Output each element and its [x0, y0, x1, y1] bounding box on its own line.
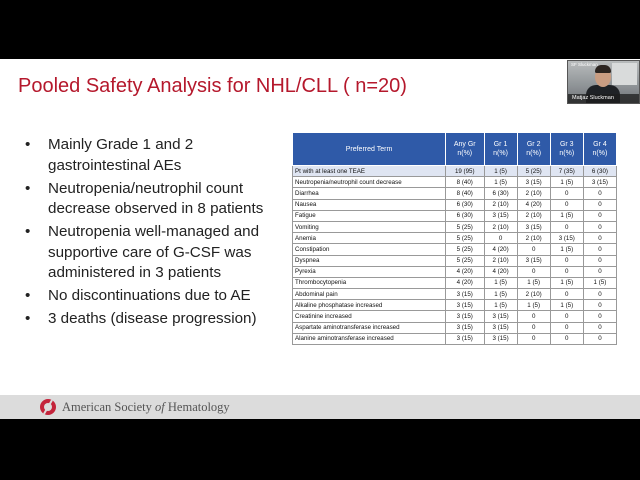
table-row	[293, 210, 617, 221]
value-cell: 3 (15)	[517, 255, 550, 266]
table-row	[293, 188, 617, 199]
table-row	[293, 244, 617, 255]
value-cell: 3 (15)	[550, 233, 583, 244]
value-cell: 0	[583, 221, 616, 232]
table-row	[293, 277, 617, 288]
value-cell: 19 (95)	[446, 166, 485, 177]
bullet-text: Neutropenia/neutrophil count decrease observed in 8 patients	[48, 179, 264, 217]
value-cell: 0	[583, 311, 616, 322]
value-cell: 8 (40)	[446, 177, 485, 188]
value-cell: 6 (30)	[446, 210, 485, 221]
value-cell: 0	[583, 333, 616, 344]
header-grade-column: Any Gr n(%)	[446, 133, 485, 166]
value-cell: 3 (15)	[446, 289, 485, 300]
table-row	[293, 311, 617, 322]
value-cell: 3 (15)	[446, 311, 485, 322]
value-cell: 0	[517, 311, 550, 322]
term-cell: Pt with at least one TEAE	[293, 166, 446, 177]
value-cell: 0	[550, 199, 583, 210]
term-cell: Constipation	[293, 244, 446, 255]
value-cell: 0	[550, 311, 583, 322]
term-cell: Diarrhea	[293, 188, 446, 199]
value-cell: 1 (5)	[517, 277, 550, 288]
value-cell: 2 (10)	[484, 199, 517, 210]
value-cell: 2 (10)	[484, 221, 517, 232]
value-cell: 1 (5)	[550, 277, 583, 288]
value-cell: 0	[550, 255, 583, 266]
term-cell: Pyrexia	[293, 266, 446, 277]
value-cell: 6 (30)	[446, 199, 485, 210]
term-cell: Abdominal pain	[293, 289, 446, 300]
value-cell: 5 (25)	[446, 244, 485, 255]
value-cell: 6 (30)	[484, 188, 517, 199]
table-row	[293, 221, 617, 232]
value-cell: 4 (20)	[446, 266, 485, 277]
value-cell: 1 (5)	[484, 289, 517, 300]
slide-title: Pooled Safety Analysis for NHL/CLL ( n=20)	[18, 75, 407, 97]
value-cell: 4 (20)	[484, 266, 517, 277]
value-cell: 3 (15)	[517, 221, 550, 232]
value-cell: 0	[517, 244, 550, 255]
value-cell: 5 (25)	[446, 255, 485, 266]
term-cell: Anemia	[293, 233, 446, 244]
video-letterbox-bottom	[0, 419, 640, 480]
value-cell: 3 (15)	[484, 210, 517, 221]
term-cell: Fatigue	[293, 210, 446, 221]
bullet-item	[25, 179, 283, 220]
value-cell: 3 (15)	[517, 177, 550, 188]
value-cell: 0	[583, 289, 616, 300]
bullet-text: Neutropenia well-managed and supportive care of G-CSF was administered in 3 patients	[48, 223, 260, 281]
presenter-name: Matjaz Sluckman	[568, 94, 639, 103]
value-cell: 8 (40)	[446, 188, 485, 199]
value-cell: 3 (15)	[583, 177, 616, 188]
webcam-tag: SF Sluckman	[571, 62, 598, 67]
adverse-events-table	[292, 132, 617, 345]
presentation-slide	[0, 59, 640, 419]
bullet-dot-icon: •	[25, 223, 31, 240]
value-cell: 3 (15)	[446, 333, 485, 344]
value-cell: 6 (30)	[583, 166, 616, 177]
bullet-text: No discontinuations due to AE	[48, 287, 251, 304]
value-cell: 0	[583, 300, 616, 311]
value-cell: 1 (5)	[517, 300, 550, 311]
value-cell: 0	[550, 289, 583, 300]
table-row	[293, 289, 617, 300]
value-cell: 4 (20)	[517, 199, 550, 210]
value-cell: 1 (5)	[550, 210, 583, 221]
value-cell: 4 (20)	[446, 277, 485, 288]
value-cell: 0	[583, 322, 616, 333]
value-cell: 5 (25)	[446, 233, 485, 244]
bullet-dot-icon: •	[25, 136, 31, 153]
term-cell: Dyspnea	[293, 255, 446, 266]
term-cell: Neutropenia/neutrophil count decrease	[293, 177, 446, 188]
value-cell: 0	[583, 266, 616, 277]
table-row	[293, 233, 617, 244]
value-cell: 0	[583, 188, 616, 199]
value-cell: 0	[583, 199, 616, 210]
value-cell: 1 (5)	[550, 300, 583, 311]
value-cell: 0	[550, 333, 583, 344]
value-cell: 3 (15)	[446, 322, 485, 333]
value-cell: 1 (5)	[550, 244, 583, 255]
value-cell: 5 (25)	[517, 166, 550, 177]
bullet-item	[25, 222, 283, 284]
value-cell: 0	[583, 233, 616, 244]
value-cell: 4 (20)	[484, 244, 517, 255]
value-cell: 5 (25)	[446, 221, 485, 232]
value-cell: 1 (5)	[484, 177, 517, 188]
table-row	[293, 166, 617, 177]
table-row	[293, 266, 617, 277]
value-cell: 3 (15)	[484, 311, 517, 322]
value-cell: 0	[583, 210, 616, 221]
term-cell: Vomiting	[293, 221, 446, 232]
value-cell: 3 (15)	[484, 322, 517, 333]
table-row	[293, 333, 617, 344]
table-row	[293, 199, 617, 210]
header-grade-column: Gr 3 n(%)	[550, 133, 583, 166]
value-cell: 1 (5)	[484, 166, 517, 177]
table-row	[293, 255, 617, 266]
value-cell: 1 (5)	[550, 177, 583, 188]
bullet-dot-icon: •	[25, 179, 31, 197]
header-grade-column: Gr 2 n(%)	[517, 133, 550, 166]
value-cell: 1 (5)	[583, 277, 616, 288]
bullet-text: Mainly Grade 1 and 2 gastrointestinal AEs	[48, 136, 194, 174]
organization-name: American Society of Hematology	[62, 400, 230, 414]
value-cell: 1 (5)	[484, 277, 517, 288]
bullet-dot-icon: •	[25, 287, 31, 304]
value-cell: 3 (15)	[446, 300, 485, 311]
value-cell: 2 (10)	[484, 255, 517, 266]
value-cell: 2 (10)	[517, 289, 550, 300]
presenter-webcam	[567, 60, 640, 104]
table-row	[293, 322, 617, 333]
header-preferred-term: Preferred Term	[293, 133, 446, 166]
term-cell: Aspartate aminotransferase increased	[293, 322, 446, 333]
bullet-item	[25, 309, 283, 330]
value-cell: 0	[484, 233, 517, 244]
term-cell: Thrombocytopenia	[293, 277, 446, 288]
value-cell: 2 (10)	[517, 233, 550, 244]
value-cell: 0	[583, 244, 616, 255]
value-cell: 0	[517, 266, 550, 277]
bullet-list	[25, 135, 283, 332]
value-cell: 7 (35)	[550, 166, 583, 177]
value-cell: 0	[550, 188, 583, 199]
value-cell: 0	[517, 322, 550, 333]
bullet-dot-icon: •	[25, 310, 31, 327]
term-cell: Alkaline phosphatase increased	[293, 300, 446, 311]
bullet-item	[25, 135, 283, 176]
header-grade-column: Gr 1 n(%)	[484, 133, 517, 166]
value-cell: 0	[517, 333, 550, 344]
bullet-item	[25, 286, 283, 307]
value-cell: 0	[583, 255, 616, 266]
table-header-row	[293, 133, 617, 166]
value-cell: 3 (15)	[484, 333, 517, 344]
table-row	[293, 177, 617, 188]
table-row	[293, 300, 617, 311]
value-cell: 0	[550, 266, 583, 277]
video-letterbox-top	[0, 0, 640, 59]
value-cell: 1 (5)	[484, 300, 517, 311]
bullet-text: 3 deaths (disease progression)	[48, 310, 257, 327]
term-cell: Nausea	[293, 199, 446, 210]
value-cell: 2 (10)	[517, 188, 550, 199]
value-cell: 0	[550, 322, 583, 333]
term-cell: Creatinine increased	[293, 311, 446, 322]
value-cell: 2 (10)	[517, 210, 550, 221]
value-cell: 0	[550, 221, 583, 232]
ash-logo-icon	[40, 399, 56, 415]
header-grade-column: Gr 4 n(%)	[583, 133, 616, 166]
term-cell: Alanine aminotransferase increased	[293, 333, 446, 344]
